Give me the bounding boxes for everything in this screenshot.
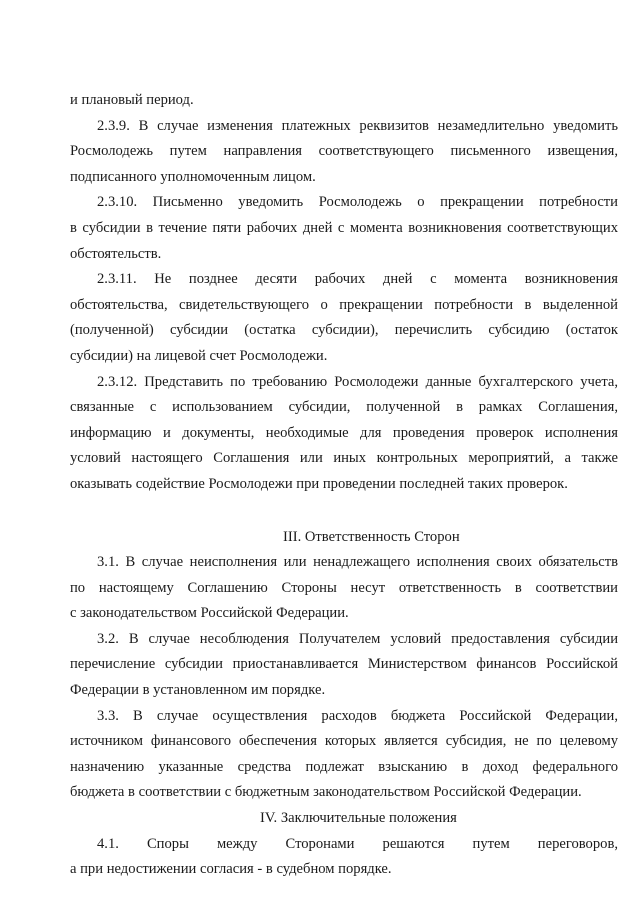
paragraph-line: 2.3.10. Письменно уведомить Росмолодежь о прекращении потребности <box>97 194 618 211</box>
paragraph-line: перечисление субсидии приостанавливается Министерством финансов Российской <box>70 656 618 673</box>
paragraph-line: 2.3.9. В случае изменения платежных реквизитов незамедлительно уведомить <box>97 117 618 134</box>
paragraph-line: условий настоящего Соглашения или иных контрольных мероприятий, а также <box>70 450 618 467</box>
paragraph-line: Федерации в установленном им порядке. <box>70 682 326 699</box>
paragraph-3-1 <box>70 550 618 627</box>
paragraph-line: по настоящему Соглашению Стороны несут ответственность в соответствии <box>70 579 618 596</box>
paragraph-3-3 <box>70 704 618 806</box>
paragraph-2-3-10 <box>70 190 618 267</box>
paragraph-2-3-12 <box>70 370 618 498</box>
paragraph-line: с законодательством Российской Федерации. <box>70 605 349 622</box>
paragraph-line: оказывать содействие Росмолодежи при проведении последней таких проверок. <box>70 475 568 492</box>
section-heading-iii <box>70 525 618 551</box>
section-heading-iv <box>70 806 618 832</box>
paragraph-line: информацию и документы, необходимые для проведения проверок исполнения <box>70 424 618 441</box>
paragraph-2-3-11 <box>70 267 618 369</box>
paragraph-line: 3.1. В случае неисполнения или ненадлежащего исполнения своих обязательств <box>97 554 618 571</box>
paragraph-3-2 <box>70 627 618 704</box>
section-spacer <box>70 498 618 525</box>
continuation-line: и плановый период. <box>70 92 194 108</box>
paragraph-line: бюджета в соответствии с бюджетным законодательством Российской Федерации. <box>70 784 582 801</box>
section-heading-text: III. Ответственность Сторон <box>283 528 460 545</box>
paragraph-line: подписанного уполномоченным лицом. <box>70 168 316 185</box>
paragraph-line: 2.3.11. Не позднее десяти рабочих дней с момента возникновения <box>97 271 618 288</box>
paragraph-line: а при недостижении согласия - в судебном порядке. <box>70 861 392 878</box>
paragraph-2-3-9 <box>70 114 618 191</box>
paragraph-line: 3.2. В случае несоблюдения Получателем условий предоставления субсидии <box>97 630 618 647</box>
paragraph-line: 2.3.12. Представить по требованию Росмолодежи данные бухгалтерского учета, <box>97 373 618 390</box>
paragraph-line: (полученной) субсидии (остатка субсидии), перечислить субсидию (остаток <box>70 322 618 339</box>
paragraph-4-1 <box>70 832 618 883</box>
paragraph-line: обстоятельств. <box>70 245 162 262</box>
paragraph-line: назначению указанные средства подлежат взысканию в доход федерального <box>70 758 618 775</box>
section-heading-text: IV. Заключительные положения <box>260 810 457 827</box>
paragraph-line: в субсидии в течение пяти рабочих дней с момента возникновения соответствующих <box>70 219 618 236</box>
paragraph-line: связанные с использованием субсидии, полученной в рамках Соглашения, <box>70 399 618 416</box>
paragraph-line: 3.3. В случае осуществления расходов бюджета Российской Федерации, <box>97 707 618 724</box>
paragraph-line: субсидии) на лицевой счет Росмолодежи. <box>70 347 328 364</box>
document-page <box>70 88 618 883</box>
paragraph-line: обстоятельства, свидетельствующего о прекращении потребности в выделенной <box>70 296 618 313</box>
paragraph-line: источником финансового обеспечения которых является субсидия, не по целевому <box>70 733 618 750</box>
paragraph-line: 4.1. Споры между Сторонами решаются путем переговоров, <box>97 835 618 852</box>
paragraph-line: Росмолодежь путем направления соответствующего письменного извещения, <box>70 143 618 160</box>
